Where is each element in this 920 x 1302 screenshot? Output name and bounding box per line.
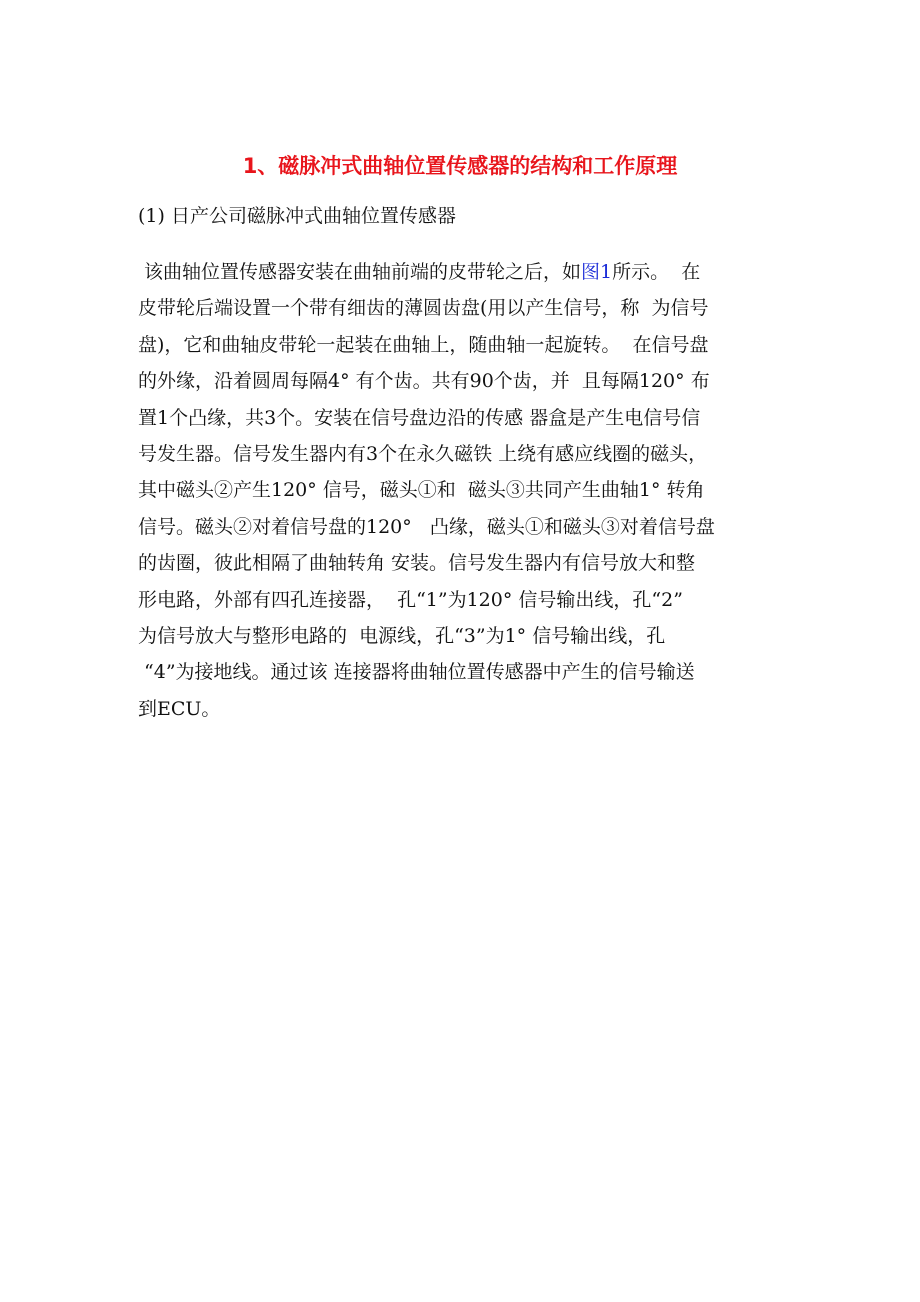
- paragraph-line: 置1个凸缘，共3个。安装在信号盘边沿的传感 器盒是产生电信号信: [138, 406, 701, 429]
- paragraph-line: 的外缘，沿着圆周每隔4° 有个齿。共有90个齿，并 且每隔120° 布: [138, 370, 710, 393]
- paragraph-line: 的齿圈，彼此相隔了曲轴转角 安装。信号发生器内有信号放大和整: [138, 552, 696, 575]
- section-title: 1、磁脉冲式曲轴位置传感器的结构和工作原理: [242, 154, 678, 178]
- paragraph-text: 所示。 在: [612, 261, 701, 283]
- body-paragraph: [138, 254, 792, 727]
- paragraph-text: 该曲轴位置传感器安装在曲轴前端的皮带轮之后，如: [138, 261, 582, 283]
- paragraph-line: 为信号放大与整形电路的 电源线，孔“3”为1° 信号输出线，孔: [138, 624, 666, 647]
- paragraph-line: 到ECU。: [138, 697, 221, 720]
- paragraph-line: [138, 254, 792, 290]
- paragraph-line: “4”为接地线。通过该 连接器将曲轴位置传感器中产生的信号输送: [138, 661, 695, 684]
- paragraph-line: 盘)，它和曲轴皮带轮一起装在曲轴上，随曲轴一起旋转。 在信号盘: [138, 333, 709, 356]
- figure-link[interactable]: 图1: [581, 261, 613, 283]
- paragraph-line: 信号。磁头②对着信号盘的120° 凸缘，磁头①和磁头③对着信号盘: [138, 515, 715, 538]
- paragraph-line: 皮带轮后端设置一个带有细齿的薄圆齿盘(用以产生信号，称 为信号: [138, 297, 709, 320]
- paragraph-line: 其中磁头②产生120° 信号，磁头①和 磁头③共同产生曲轴1° 转角: [138, 479, 705, 502]
- paragraph-line: 号发生器。信号发生器内有3个在永久磁铁 上绕有感应线圈的磁头，: [138, 442, 708, 465]
- subsection-heading: (1) 日产公司磁脉冲式曲轴位置传感器: [138, 205, 456, 227]
- paragraph-line: 形电路，外部有四孔连接器， 孔“1”为120° 信号输出线，孔“2”: [138, 588, 683, 611]
